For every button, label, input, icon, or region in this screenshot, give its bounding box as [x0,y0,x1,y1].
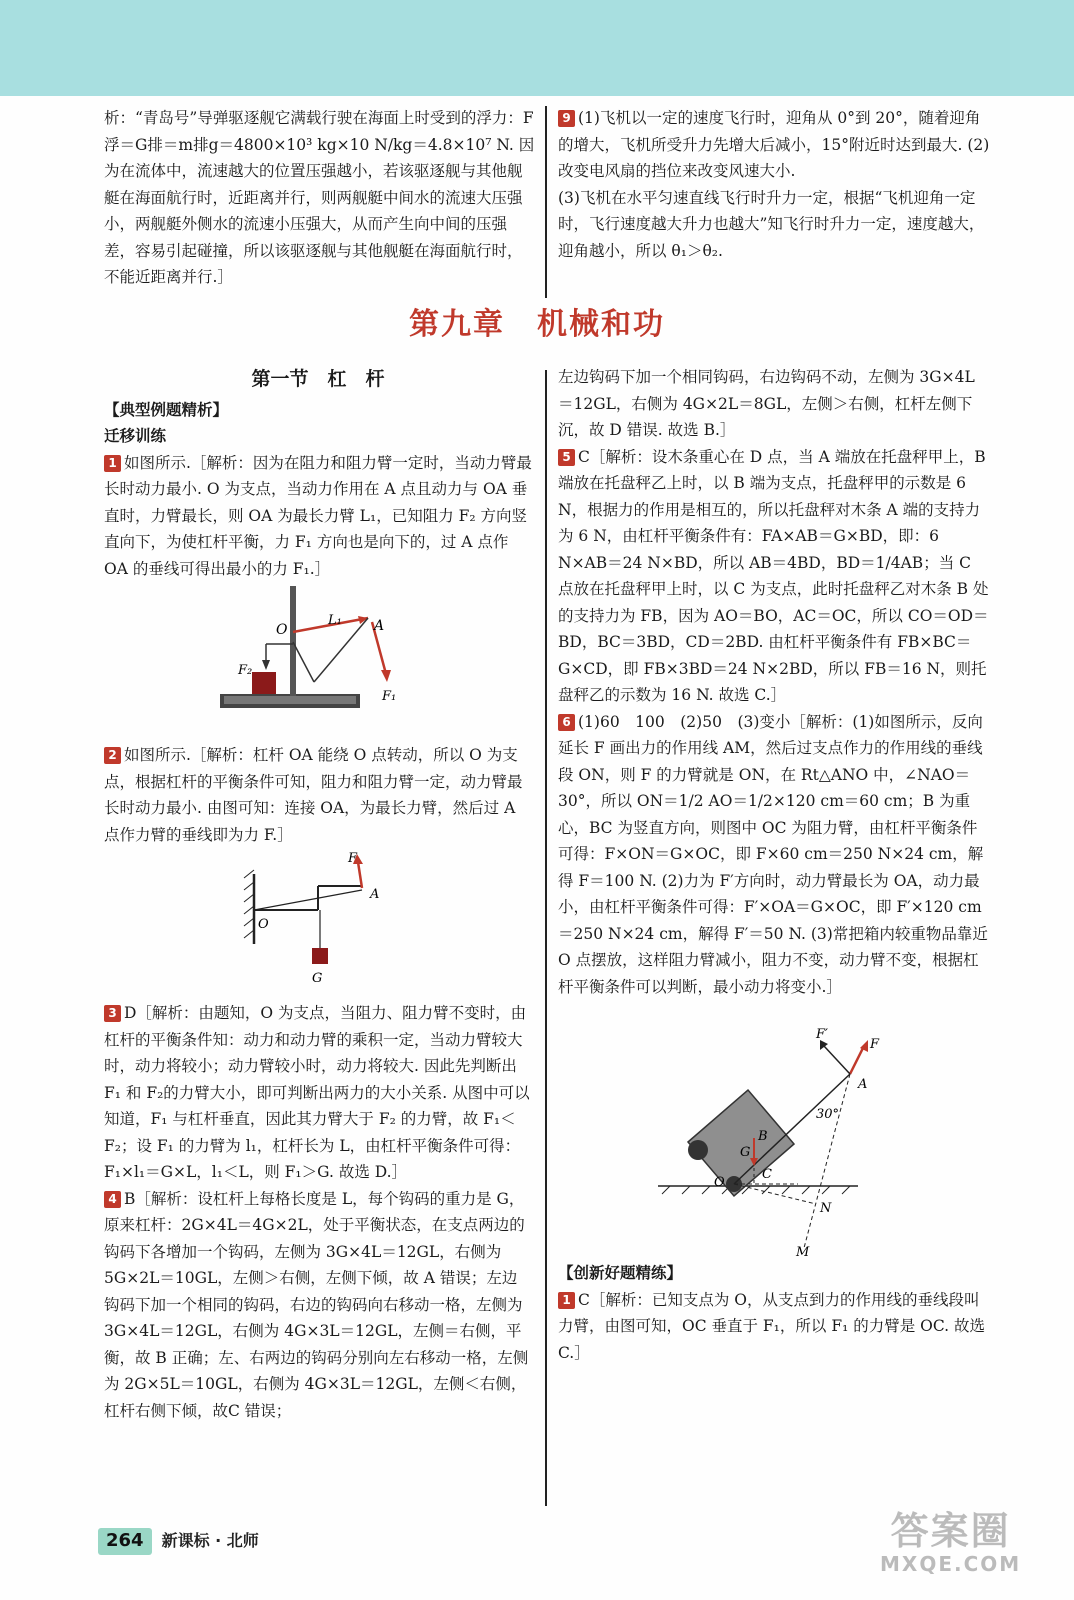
label-b: B [758,1129,768,1144]
label-c: C [762,1167,772,1182]
top-color-band [0,0,1074,96]
figure-2 [104,848,532,1000]
suitcase-lever-diagram [558,1000,990,1260]
label-f1: F₁ [382,689,397,704]
answer-6: 6 (1)60 100 (2)50 (3)变小［解析：(1)如图所示，反向延长 F 画出力的作用线 AM，然后过支点作力的作用线的垂线段 ON，则 F 的力臂就是 ON，在 Rt△ANO 中，∠NAO＝30°，所以 ON＝1/2 AO＝1/2×120 cm＝60 cm；B 为重心，BC 为竖直方向，则图中 OC 为阻力臂，由杠杆平衡条件可得：F×ON＝G×OC，即 F×60 cm＝250 N×24 cm，解得 F＝100 N. (2)力为 F′方向时，动力臂最长为 OA，动力最小，由杠杆平衡条件可得：F′×OA＝G×OC，即 F′×120 cm＝250 N×24 cm，解得 F′＝50 N. (3)常把箱内较重物品靠近 O 点摆放，这样阻力臂减小，阻力不变，动力臂不变，根据杠杆平衡条件可以判断，最小动力将变小.］ [558,712,988,996]
label-angle: 30° [816,1107,840,1122]
label-a: A [858,1077,868,1092]
label-m: M [796,1245,810,1260]
answer-5: 5 C［解析：设木条重心在 D 点，当 A 端放在托盘秤甲上，B 端放在托盘秤乙上时，以 B 端为支点，托盘秤甲的示数是 6 N，根据力的作用是相互的，所以托盘秤对木条 A 端的支持力为 6 N，由杠杆平衡条件有：FA×AB＝G×BD，即：6 N×AB＝24 N×BD，所以 AB＝4BD，BD＝1/4AB；当 C 点放在托盘秤甲上时，以 C 为支点，此时托盘秤乙对木条 B 处的支持力为 FB，因为 AO＝BO，AC＝OC，所以 CO＝OD＝BD，BC＝3BD，CD＝2BD. 由杠杆平衡条件有 FB×BC＝G×CD，即 FB×3BD＝24 N×2BD，所以 FB＝16 N，则托盘秤乙的示数为 16 N. 故选 C.］ [558,447,989,704]
lever-diagram-1 [104,582,532,742]
item-number-badge: 1 [558,1292,575,1309]
figure-3 [558,1000,990,1260]
label-f-prime: F′ [816,1027,828,1042]
label-o: O [714,1175,725,1190]
item-number-badge: 5 [558,449,575,466]
item-number-badge: 6 [558,714,575,731]
page-number: 264 [98,1528,152,1555]
answer-4-continued: 左边钩码下加一个相同钩码，右边钩码不动，左侧为 3G×4L＝12GL，右侧为 4G×2L＝8GL，左侧＞右侧，杠杆左侧下沉，故 D 错误. 故选 B.］ [558,368,975,439]
page-footer [98,1528,259,1555]
chapter-title: 第九章 机械和功 [409,307,665,342]
answer-1: 1 如图所示.［解析：因为在阻力和阻力臂一定时，当动力臂最长时动力最小. O 为支点，当动力作用在 A 点且动力与 OA 垂直时，力臂最长，则 OA 为最长力臂 L₁，已知阻力 F₂ 方向竖直向下，为使杠杆平衡，力 F₁ 方向也是向下的，过 A 点作 OA 的垂线可得出最小的力 F₁.］ [104,453,532,578]
book-series: 新课标 · 北师 [161,1531,259,1550]
lever-diagram-2 [104,848,532,1000]
watermark: 答案圈 MXQE.COM [880,1509,1022,1576]
label-g: G [740,1145,751,1160]
item-number-badge: 1 [104,455,121,472]
label-a: A [370,887,380,902]
label-o: O [276,622,288,638]
label-a: A [374,618,385,634]
label-n: N [820,1201,832,1216]
top-left-block [104,105,536,291]
item-number-badge: 2 [104,747,121,764]
label-f: F [870,1037,880,1052]
label-l1: L₁ [328,613,342,628]
answer-3: 3 D［解析：由题知，O 为支点，当阻力、阻力臂不变时，由杠杆的平衡条件知：动力和动力臂的乘积一定，当动力臂较大时，动力将较小；动力臂较小时，动力将较大. 因此先判断出 F₁ 和 F₂的力臂大小，即可判断出两力的大小关系. 从图中可以知道，F₁ 与杠杆垂直，因此其力臂大于 F₂ 的力臂，故 F₁＜F₂；设 F₁ 的力臂为 l₁，杠杆长为 L，由杠杆平衡条件可得：F₁×l₁＝G×L，l₁＜L，则 F₁＞G. 故选 D.］ [104,1004,530,1181]
figure-1 [104,582,532,742]
heading-typical-examples: 【典型例题精析】 [104,400,229,419]
label-g: G [312,971,323,986]
top-right-block [558,105,990,264]
item-number-badge: 9 [558,110,575,127]
label-f2: F₂ [238,663,253,678]
answer-9-part1: 9 (1)飞机以一定的速度飞行时，迎角从 0°到 20°，随着迎角的增大，飞机所受升力先增大后减小，15°附近时达到最大. (2)改变电风扇的挡位来改变风速大小. [558,109,990,180]
answer-4: 4 B［解析：设杠杆上每格长度是 L，每个钩码的重力是 G，原来杠杆：2G×4L＝4G×2L，处于平衡状态，在支点两边的钩码下各增加一个钩码，左侧为 3G×4L＝12GL，右侧为 5G×2L＝10GL，左侧＞右侧，左侧下倾，故 A 错误；左边钩码下加一个相同的钩码，右边的钩码向右移动一格，左侧为 3G×4L＝12GL，右侧为 4G×3L＝12GL，左侧＝右侧，平衡，故 B 正确；左、右两边的钩码分别向左右移动一格，左侧为 2G×5L＝10GL，右侧为 4G×3L＝12GL，左侧＜右侧，杠杆右侧下倾，故C 错误； [104,1189,529,1420]
label-f: F [348,851,358,866]
left-column [104,366,532,1424]
heading-transfer-training: 迁移训练 [104,427,167,445]
prev-answer-continuation: 析：“青岛号”导弹驱逐舰它满载行驶在海面上时受到的浮力：F浮＝G排＝m排g＝4800×10³ kg×10 N/kg＝4.8×10⁷ N. 因为在流体中，流速越大的位置压强越小，若该驱逐舰与其他舰艇在海面航行时，近距离并行，则两舰艇中间水的流速大压强小，两舰艇外侧水的流速小压强大，从而产生向中间的压强差，容易引起碰撞，所以该驱逐舰与其他舰艇在海面航行时，不能近距离并行.］ [104,109,535,286]
heading-innovation: 【创新好题精练】 [558,1264,683,1282]
label-o: O [258,917,269,932]
answer-innovation-1: 1 C［解析：已知支点为 O，从支点到力的作用线的垂线段叫力臂，由图可知，OC 垂直于 F₁，所以 F₁ 的力臂是 OC. 故选 C.］ [558,1290,986,1362]
answer-2: 2 如图所示.［解析：杠杆 OA 能绕 O 点转动，所以 O 为支点，根据杠杆的平衡条件可知，阻力和阻力臂一定，动力臂最长时动力最小. 由图可知：连接 OA，为最长力臂，然后过 A 点作力臂的垂线即为力 F.］ [104,746,523,844]
right-column [558,364,990,1366]
section-title: 第一节 杠 杆 [251,368,385,390]
item-number-badge: 3 [104,1005,121,1022]
answer-9-part2: (3)飞机在水平匀速直线飞行时升力一定，根据“飞机迎角一定时，飞行速度越大升力也越大”知飞行时升力一定，速度越大，迎角越小，所以 θ₁＞θ₂. [558,188,985,260]
item-number-badge: 4 [104,1191,121,1208]
